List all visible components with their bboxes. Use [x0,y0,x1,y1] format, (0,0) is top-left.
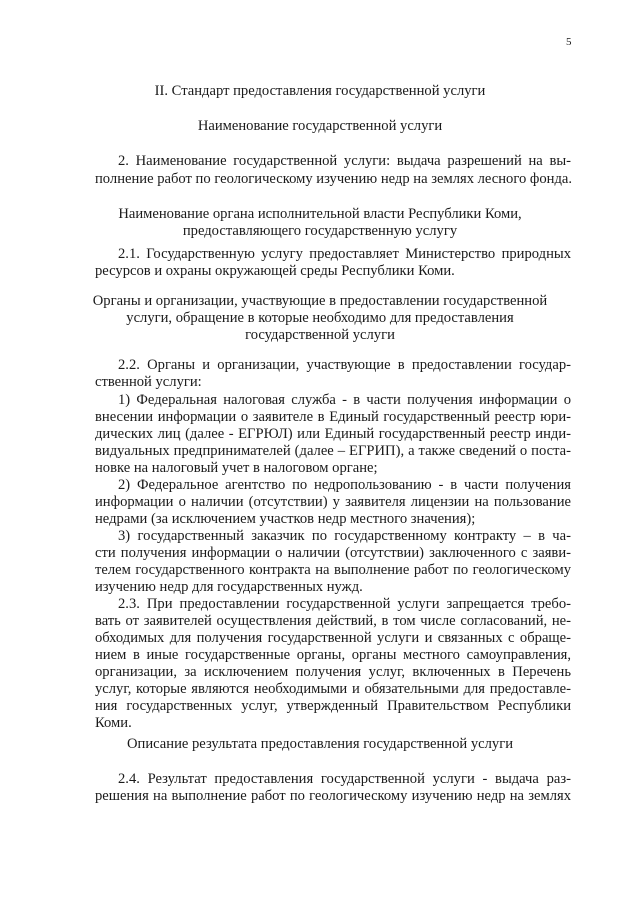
subheading-orgs-line: государственной услуги [245,327,395,343]
subheading-result: Описание результата предоставления государственной услуги [126,736,514,752]
list-item-3-line: сти получения информации о наличии (отсутствии) заключенного с заяви- [95,545,571,561]
subheading-organ-line: предоставляющего государственную услугу [182,223,458,239]
paragraph-2-3-line: услуг, которые являются необходимыми и обязательными для предоставле- [95,681,571,697]
paragraph-2-3-line: вать от заявителей осуществления действий, в том числе согласований, не- [95,613,571,629]
list-item-2-line: недрами (за исключением участков недр местного значения); [95,511,476,527]
list-item-2-line: 2) Федеральное агентство по недропользованию - в части получения [118,477,571,493]
section-heading: II. Стандарт предоставления государственной услуги [154,83,486,99]
subheading-service-name: Наименование государственной услуги [197,118,443,134]
paragraph-2-3-line: Коми. [95,715,132,731]
paragraph-2-line: 2. Наименование государственной услуги: выдача разрешений на вы- [118,153,571,169]
paragraph-2-2-line: ственной услуги: [95,374,202,390]
list-item-2-line: информации о наличии (отсутствии) у заявителя лицензии на пользование [95,494,571,510]
list-item-1-line: видуальных предпринимателей (далее – ЕГРИП), а также сведений о поста- [95,443,571,459]
list-item-3-line: 3) государственный заказчик по государственному контракту – в ча- [118,528,571,544]
paragraph-2-2-line: 2.2. Органы и организации, участвующие в предоставлении государ- [118,357,571,373]
subheading-organ-line: Наименование органа исполнительной власти Республики Коми, [118,206,522,222]
list-item-1-line: внесении информации о заявителе в Единый государственный реестр юри- [95,409,571,425]
list-item-1-line: новке на налоговый учет в налоговом органе; [95,460,378,476]
paragraph-2-3-line: 2.3. При предоставлении государственной услуги запрещается требо- [118,596,571,612]
list-item-3-line: изучению недр для государственных нужд. [95,579,363,595]
paragraph-2-1-line: ресурсов и охраны окружающей среды Республики Коми. [95,263,455,279]
paragraph-2-3-line: нием в иные государственные органы, органы местного самоуправления, [95,647,571,663]
paragraph-2-line: полнение работ по геологическому изучению недр на землях лесного фонда. [95,171,573,187]
paragraph-2-1-line: 2.1. Государственную услугу предоставляет Министерство природных [118,246,571,262]
paragraph-2-4-line: решения на выполнение работ по геологическому изучению недр на землях [95,788,571,804]
subheading-orgs-line: услуги, обращение в которые необходимо для предоставления [126,310,514,326]
list-item-1-line: 1) Федеральная налоговая служба - в части получения информации о [118,392,571,408]
paragraph-2-3-line: организации, за исключением получения услуг, включенных в Перечень [95,664,571,680]
list-item-3-line: телем государственного контракта на выполнение работ по геологическому [95,562,571,578]
paragraph-2-3-line: ния государственных услуг, утвержденный Правительством Республики [95,698,571,714]
paragraph-2-3-line: обходимых для получения государственной услуги и связанных с обраще- [95,630,571,646]
page-number: 5 [566,36,572,48]
list-item-1-line: дических лиц (далее - ЕГРЮЛ) или Единый государственный реестр инди- [95,426,571,442]
subheading-orgs-line: Органы и организации, участвующие в предоставлении государственной [92,293,548,309]
paragraph-2-4-line: 2.4. Результат предоставления государственной услуги - выдача раз- [118,771,571,787]
